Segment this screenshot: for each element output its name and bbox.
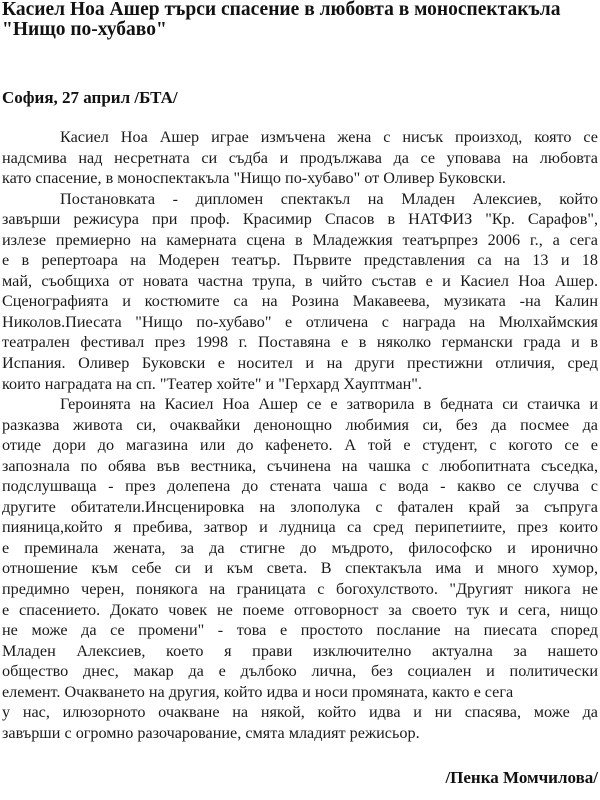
paragraph-line: предимно черен, понякога на границата с богохулството. "Другият никога не — [2, 580, 598, 599]
paragraph-line: Испания. Оливер Буковски е носител и на други престижни отличия, сред — [2, 354, 598, 373]
paragraph-line: е спасението. Докато човек не поеме отговорност за своето тук и сега, нищо — [2, 600, 598, 619]
paragraph-line: завърши режисура при проф. Красимир Спасов в НАТФИЗ "Кр. Сарафов", — [2, 210, 598, 229]
paragraph-line: елемент. Очакването на другия, който идва и носи промяната, както е сега — [2, 682, 514, 701]
paragraph-line: надсмива над несретната си съдба и продължава да се уповава на любовта — [2, 148, 598, 167]
paragraph-line: подслушваща - през долепена до стената чаша с вода - какво се случва с — [2, 477, 598, 496]
paragraph-line: запознала по обява във вестника, съчинена на чашка с любопитната съседка, — [2, 456, 598, 475]
paragraph-line: които наградата на сп. "Театер хойте" и "Герхард Хауптман". — [2, 374, 422, 393]
paragraph-line: отношение към себе си и към света. В спектакъла има и много хумор, — [2, 559, 598, 578]
paragraph-line: май, съобщиха от новата частна трупа, в чийто състав е и Касиел Ноа Ашер. — [2, 271, 598, 290]
author-signature: /Пенка Момчилова/ — [445, 768, 598, 787]
dateline: София, 27 април /БТА/ — [2, 88, 178, 107]
article-title-line: Касиел Ноа Ашер търси спасение в любовта в моноспектакъла — [2, 0, 561, 20]
paragraph-line: театрален фестивал през 1998 г. Поставяна е в няколко германски града и в — [2, 333, 598, 352]
article-title — [2, 0, 598, 40]
paragraph-line: Постановката - дипломен спектакъл на Младен Алексиев, който — [60, 189, 598, 208]
paragraph-line: другите обитатели.Инсценировка на злополука с фатален край за съпруга — [2, 497, 598, 516]
paragraph-line: е в репертоара на Модерен театър. Първите представления са на 13 и 18 — [2, 251, 598, 270]
paragraph-line: Касиел Ноа Ашер играе измъчена жена с нисък произход, която се — [60, 128, 598, 146]
paragraph-line: отиде дори до магазина или до кафенето. А той е студент, с когото се е — [2, 436, 598, 455]
paragraph-line: Героинята на Касиел Ноа Ашер се е затворила в бедната си стаичка и — [60, 395, 598, 414]
paragraph-line: е преминала жената, за да стигне до мъдрото, философско и иронично — [2, 538, 598, 557]
paragraph-line: не може да се промени" - това е простото послание на пиесата според — [2, 621, 598, 640]
paragraph-line: завърши с огромно разочарование, смята младият режисьор. — [2, 723, 420, 742]
paragraph-line: Младен Алексиев, което я прави изключително актуална за нашето — [2, 641, 598, 660]
paragraph-line: у нас, илюзорното очакване на някой, който идва и ни спасява, може да — [2, 703, 598, 722]
paragraph-line: Николов.Пиесата "Нищо по-хубаво" е отличена с награда на Мюлхаймския — [2, 312, 598, 331]
article-body — [2, 127, 598, 743]
paragraph-line: общество днес, макар да е дълбоко лична, без социален и политически — [2, 662, 598, 681]
paragraph-line: излезе премиерно на камерната сцена в Младежкия театърпрез 2006 г., а сега — [2, 230, 598, 249]
paragraph-line: разказва живота си, очаквайки денонощно любимия си, без да посмее да — [2, 415, 598, 434]
paragraph-line: пияница,който я пребива, затвор и лудница са сред перипетиите, през които — [2, 518, 598, 537]
article-title-line: "Нищо по-хубаво" — [2, 19, 167, 40]
paragraph-line: Сценографията и костюмите са на Розина Макавеева, музиката -на Калин — [2, 292, 598, 311]
paragraph-line: като спасение, в моноспектакъла "Нищо по-хубаво" от Оливер Буковски. — [2, 169, 506, 188]
